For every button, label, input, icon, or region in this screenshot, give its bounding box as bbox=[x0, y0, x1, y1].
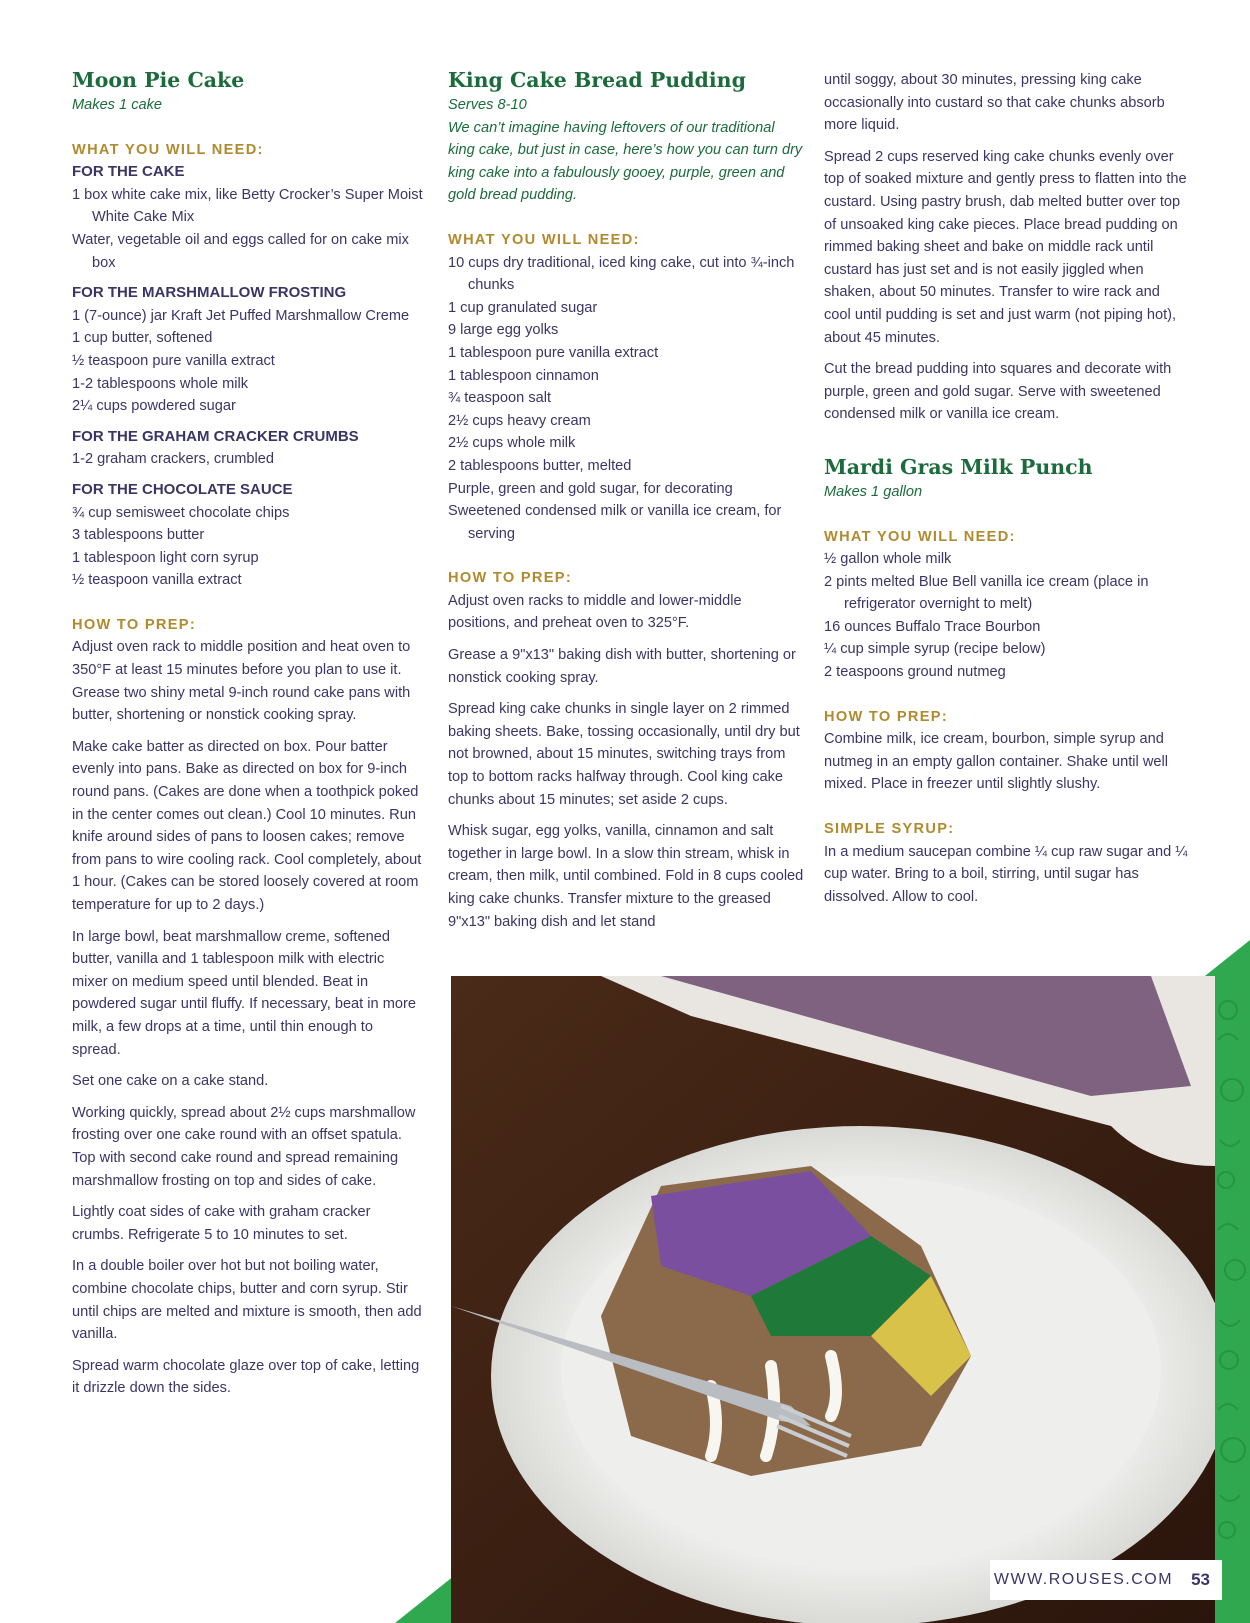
milk-punch-yield: Makes 1 gallon bbox=[824, 483, 923, 500]
page-footer bbox=[990, 1560, 1222, 1600]
moon-pie-title: Moon Pie Cake bbox=[72, 68, 245, 92]
ingredient: 16 ounces Buffalo Trace Bourbon bbox=[824, 618, 1041, 635]
ingredient: 1-2 tablespoons whole milk bbox=[72, 375, 249, 392]
ingredient: 2 tablespoons butter, melted bbox=[448, 457, 632, 474]
ingredient: 1 box white cake mix, like Betty Crocker’s Super Moist White Cake Mix bbox=[72, 186, 423, 226]
milk-punch-title: Mardi Gras Milk Punch bbox=[824, 454, 1093, 479]
prep-step: Cut the bread pudding into squares and decorate with purple, green and gold sugar. Serve with sweetened condensed milk or vanilla ice cream. bbox=[824, 361, 1172, 423]
ingredient: ¾ teaspoon salt bbox=[448, 390, 552, 407]
ingredient: Purple, green and gold sugar, for decorating bbox=[448, 480, 733, 497]
king-cake-prep-heading: HOW TO PREP: bbox=[448, 570, 572, 587]
prep-step: Adjust oven rack to middle position and heat oven to 350°F at least 15 minutes before you plan to use it. Grease two shiny metal 9-inch round cake pans with butter, shortening or nonstick cooking spray. bbox=[72, 639, 411, 724]
ingredient-list bbox=[824, 548, 1190, 684]
king-cake-need-heading: WHAT YOU WILL NEED: bbox=[448, 231, 640, 248]
king-cake-title: King Cake Bread Pudding bbox=[448, 68, 746, 92]
prep-step: Spread 2 cups reserved king cake chunks evenly over top of soaked mixture and gently press to flatten into the custard. Using pastry brush, dab melted butter over top of unsoaked king cake pieces. Place bread pudding on rimmed baking sheet and bake on middle rack until custard has just set and is not easily jiggled when shaken, about 50 minutes. Transfer to wire rack and cool until pudding is set and just warm (not piping hot), about 45 minutes. bbox=[824, 148, 1187, 346]
ingredient-list bbox=[72, 448, 424, 471]
moon-pie-section-frosting bbox=[72, 282, 424, 418]
ingredient: ¼ cup simple syrup (recipe below) bbox=[824, 641, 1046, 658]
ingredient: Sweetened condensed milk or vanilla ice cream, for serving bbox=[448, 503, 782, 542]
prep-step: In a double boiler over hot but not boiling water, combine chocolate chips, butter and corn syrup. Stir until chips are melted and mixture is smooth, then add vanilla. bbox=[72, 1258, 422, 1343]
ingredient: 1 tablespoon cinnamon bbox=[448, 367, 599, 384]
moon-pie-steps bbox=[72, 636, 424, 1399]
milk-punch-need-heading: WHAT YOU WILL NEED: bbox=[824, 528, 1016, 545]
prep-step: Whisk sugar, egg yolks, vanilla, cinnamon and salt together in large bowl. In a slow thin stream, whisk in cream, then milk, until combined. Fold in 8 cups cooled king cake chunks. Transfer mixture to the greased 9"x13" baking dish and let stand bbox=[448, 823, 804, 930]
ingredient: ½ gallon whole milk bbox=[824, 551, 952, 568]
moon-pie-section-crumbs bbox=[72, 426, 424, 471]
ingredient: 1 cup butter, softened bbox=[72, 330, 213, 347]
ingredient-list bbox=[72, 502, 424, 592]
moon-pie-prep-heading: HOW TO PREP: bbox=[72, 616, 196, 633]
prep-step: Combine milk, ice cream, bourbon, simple syrup and nutmeg in an empty gallon container. Shake until well mixed. Place in freezer until slightly slushy. bbox=[824, 731, 1168, 793]
prep-step: Set one cake on a cake stand. bbox=[72, 1073, 269, 1090]
right-column bbox=[824, 69, 1190, 917]
bread-pudding-photo bbox=[451, 976, 1215, 1623]
ingredient: 9 large egg yolks bbox=[448, 322, 559, 339]
ingredient: 2 teaspoons ground nutmeg bbox=[824, 664, 1006, 681]
ingredient-list bbox=[72, 184, 424, 274]
moon-pie-recipe bbox=[72, 66, 424, 1409]
section-heading: FOR THE CAKE bbox=[72, 163, 185, 181]
ingredient: 1 tablespoon pure vanilla extract bbox=[448, 344, 659, 361]
ingredient: 10 cups dry traditional, iced king cake, cut into ¾-inch chunks bbox=[448, 254, 795, 294]
prep-step: Adjust oven racks to middle and lower-middle positions, and preheat oven to 325°F. bbox=[448, 592, 742, 632]
moon-pie-section-cake bbox=[72, 161, 424, 274]
section-heading: FOR THE CHOCOLATE SAUCE bbox=[72, 480, 293, 498]
page-number: 53 bbox=[1191, 1570, 1210, 1589]
prep-step: Spread king cake chunks in single layer on 2 rimmed baking sheets. Bake, tossing occasionally, until dry but not browned, about 15 minutes, switching trays from top to bottom racks halfway through. Cool king cake chunks about 15 minutes; set aside 2 cups. bbox=[448, 701, 800, 808]
ingredient: 2¼ cups powdered sugar bbox=[72, 398, 236, 415]
king-cake-yield: Serves 8-10 bbox=[448, 97, 527, 113]
king-cake-intro: We can’t imagine having leftovers of our traditional king cake, but just in case, here’s how you can turn dry king cake into a fabulously gooey, purple, green and gold bread pudding. bbox=[448, 119, 803, 204]
prep-step: Make cake batter as directed on box. Pour batter evenly into pans. Bake as directed on box for 9-inch round pans. (Cakes are done when a toothpick poked in the center comes out clean.) Cool 10 minutes. Run knife around sides of pans to loosen cakes; remove from pans to wire cooling rack. Cool completely, about 1 hour. (Cakes can be stored loosely covered at room temperature for up to 2 days.) bbox=[72, 738, 422, 913]
prep-step: until soggy, about 30 minutes, pressing king cake occasionally into custard so that cake chunks absorb more liquid. bbox=[824, 72, 1165, 134]
moon-pie-yield: Makes 1 cake bbox=[72, 97, 163, 113]
king-cake-steps bbox=[448, 590, 804, 933]
king-cake-recipe bbox=[448, 66, 804, 942]
ingredient: 1 (7-ounce) jar Kraft Jet Puffed Marshmallow Creme bbox=[72, 307, 410, 324]
ingredient: 2 pints melted Blue Bell vanilla ice cream (place in refrigerator overnight to melt) bbox=[824, 573, 1149, 613]
section-heading: FOR THE MARSHMALLOW FROSTING bbox=[72, 284, 347, 302]
simple-syrup-heading: SIMPLE SYRUP: bbox=[824, 821, 955, 838]
prep-step: Lightly coat sides of cake with graham cracker crumbs. Refrigerate 5 to 10 minutes to set. bbox=[72, 1204, 371, 1243]
footer-url[interactable]: WWW.ROUSES.COM bbox=[993, 1571, 1174, 1588]
ingredient: ¾ cup semisweet chocolate chips bbox=[72, 504, 290, 521]
prep-step: Spread warm chocolate glaze over top of cake, letting it drizzle down the sides. bbox=[72, 1357, 420, 1397]
ingredient: Water, vegetable oil and eggs called for on cake mix box bbox=[72, 231, 409, 271]
ingredient: ½ teaspoon vanilla extract bbox=[72, 572, 242, 589]
moon-pie-section-sauce bbox=[72, 479, 424, 592]
ingredient: 1 cup granulated sugar bbox=[448, 299, 598, 316]
ingredient: 1-2 graham crackers, crumbled bbox=[72, 451, 274, 468]
prep-step: Working quickly, spread about 2½ cups marshmallow frosting over one cake round with an offset spatula. Top with second cake round and spread remaining marshmallow frosting on top and sides of cake. bbox=[72, 1104, 416, 1189]
prep-step: Grease a 9"x13" baking dish with butter, shortening or nonstick cooking spray. bbox=[448, 647, 796, 686]
moon-pie-need-heading: WHAT YOU WILL NEED: bbox=[72, 141, 264, 158]
ingredient: 3 tablespoons butter bbox=[72, 527, 205, 544]
prep-step: In large bowl, beat marshmallow creme, softened butter, vanilla and 1 tablespoon milk with electric mixer on medium speed until blended. Beat in powdered sugar until fluffy. If necessary, beat in more milk, a few drops at a time, until thin enough to spread. bbox=[72, 928, 416, 1058]
section-heading: FOR THE GRAHAM CRACKER CRUMBS bbox=[72, 427, 359, 445]
bread-pudding-illustration bbox=[451, 976, 1215, 1623]
milk-punch-prep-heading: HOW TO PREP: bbox=[824, 708, 948, 725]
simple-syrup-text: In a medium saucepan combine ¼ cup raw sugar and ¼ cup water. Bring to a boil, stirring, until sugar has dissolved. Allow to cool. bbox=[824, 843, 1188, 905]
ingredient-list bbox=[72, 305, 424, 418]
king-cake-steps-continued bbox=[824, 69, 1190, 426]
ingredient: 2½ cups whole milk bbox=[448, 435, 576, 452]
ingredient: 2½ cups heavy cream bbox=[448, 412, 591, 429]
ingredient-list bbox=[448, 252, 804, 546]
ingredient: ½ teaspoon pure vanilla extract bbox=[72, 352, 275, 369]
ingredient: 1 tablespoon light corn syrup bbox=[72, 549, 259, 566]
